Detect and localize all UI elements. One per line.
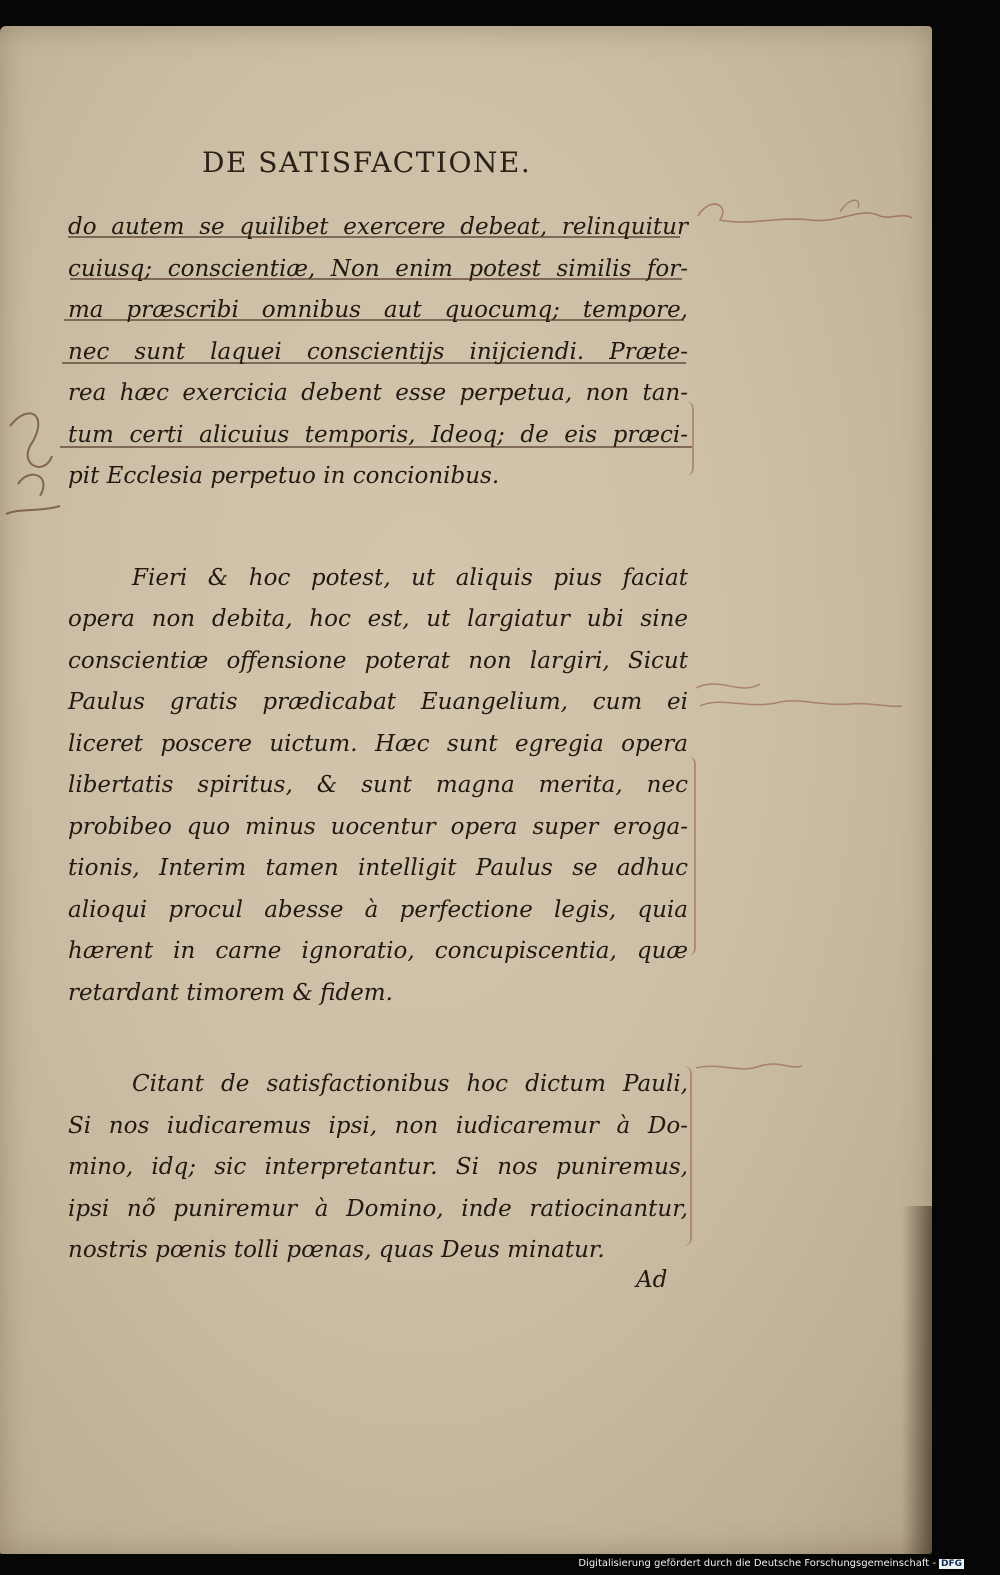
- text-line: opera non debita, hoc est, ut largiatur ubi sine: [68, 606, 688, 632]
- text-line: conscientiæ offensione poterat non largiri, Sicut: [68, 647, 688, 674]
- handwritten-underline: [64, 319, 684, 321]
- text-line: ipsi nõ puniremur à Domino, inde ratiocinantur,: [68, 1195, 688, 1222]
- marginal-note-middle: [690, 666, 910, 736]
- running-head: DE SATISFACTIONE.: [202, 146, 532, 179]
- text-line: Si nos iudicaremus ipsi, non iudicaremur à Do-: [68, 1112, 688, 1139]
- text-line: liceret poscere uictum. Hæc sunt egregia opera: [68, 730, 688, 757]
- text-line: retardant timorem & fidem.: [68, 979, 393, 1006]
- text-line: cuiusq; conscientiæ, Non enim potest similis for-: [68, 255, 688, 282]
- paragraph-3: [68, 1064, 688, 1272]
- text-line: probibeo quo minus uocentur opera super eroga-: [68, 813, 688, 840]
- credit-text: Digitalisierung gefördert durch die Deutsche Forschungsgemeinschaft -: [578, 1558, 936, 1569]
- text-line: alioqui procul abesse à perfectione legis, quia: [68, 896, 688, 923]
- text-line: nec sunt laquei conscientijs inijciendi. Præte-: [68, 338, 688, 365]
- text-line: mino, idq; sic interpretantur. Si nos puniremus,: [68, 1154, 688, 1180]
- text-line: tum certi alicuius temporis, Ideoq; de eis præci-: [68, 421, 688, 448]
- text-line: rea hæc exercicia debent esse perpetua, non tan-: [68, 380, 688, 406]
- book-page: [0, 26, 932, 1554]
- paragraph-2: [68, 558, 688, 1015]
- handwritten-underline: [70, 278, 682, 280]
- marginal-note-lower: [690, 1048, 810, 1088]
- text-line: hærent in carne ignoratio, concupiscentia, quæ: [68, 938, 688, 964]
- handwritten-underline: [60, 446, 692, 448]
- paragraph-1: [68, 207, 688, 498]
- body-text: [68, 207, 688, 1272]
- catchword: Ad: [636, 1267, 668, 1293]
- text-line: Paulus gratis prædicabat Euangelium, cum ei: [68, 689, 688, 715]
- text-line: do autem se quilibet exercere debeat, relinquitur: [68, 214, 688, 240]
- text-line: Citant de satisfactionibus hoc dictum Pauli,: [132, 1071, 688, 1097]
- marginal-note-top: [690, 186, 920, 266]
- digitization-credit: [578, 1558, 964, 1569]
- margin-bracket: [676, 756, 696, 956]
- text-line: tionis, Interim tamen intelligit Paulus se adhuc: [68, 855, 688, 881]
- margin-bracket: [674, 1066, 692, 1246]
- marginal-note-left: [0, 396, 70, 526]
- text-line: Fieri & hoc potest, ut aliquis pius faciat: [132, 564, 688, 591]
- handwritten-underline: [68, 236, 680, 238]
- text-line: ma præscribi omnibus aut quocumq; tempore,: [68, 297, 688, 323]
- margin-bracket: [672, 401, 694, 476]
- dfg-logo: DFG: [940, 1559, 962, 1569]
- text-line: nostris pœnis tolli pœnas, quas Deus minatur.: [68, 1237, 605, 1263]
- text-line: pit Ecclesia perpetuo in concionibus.: [68, 463, 500, 489]
- handwritten-underline: [62, 362, 686, 364]
- text-line: libertatis spiritus, & sunt magna merita, nec: [68, 772, 688, 798]
